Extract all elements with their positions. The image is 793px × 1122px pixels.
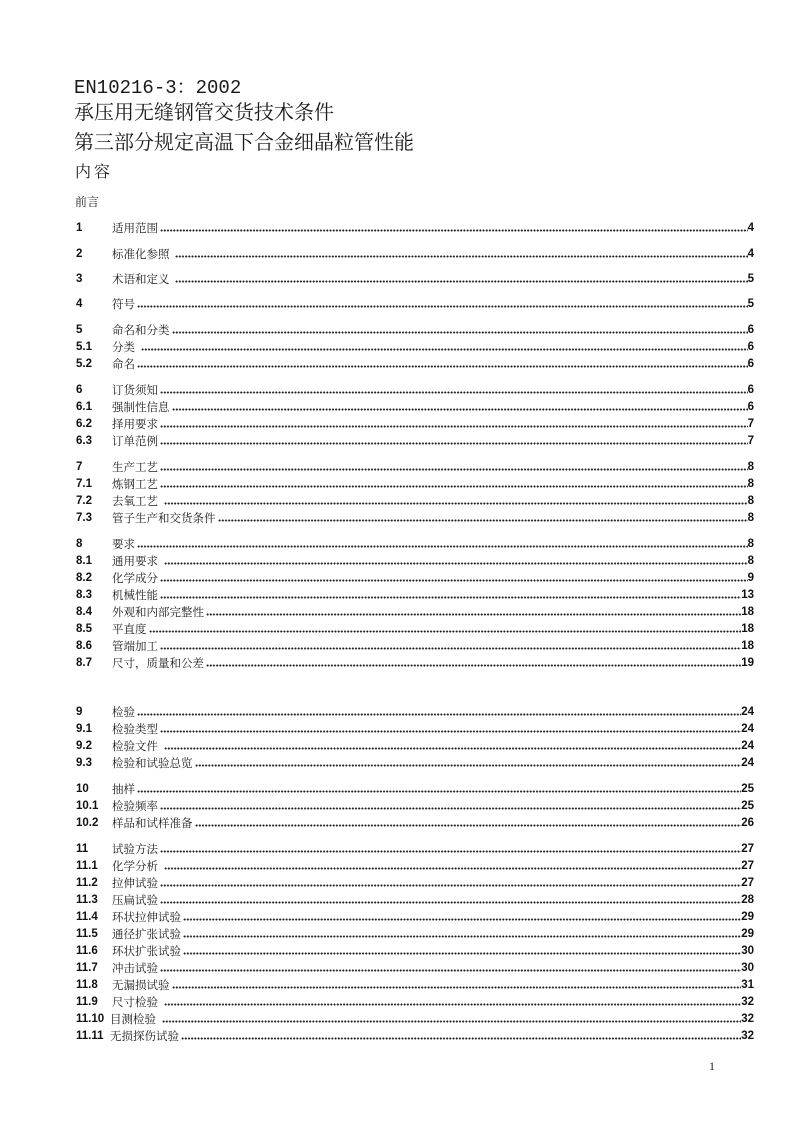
- toc-entry-page: 5: [747, 273, 754, 285]
- toc-entry[interactable]: [76, 219, 754, 235]
- toc-dot-leader: [160, 596, 741, 599]
- toc-entry-title: 检验类型: [112, 722, 158, 736]
- toc-entry-page: 30: [741, 945, 754, 957]
- toc-entry-number: 9: [76, 706, 83, 718]
- toc-dot-leader: [175, 255, 747, 258]
- toc-entry-page: 5: [747, 298, 754, 310]
- toc-dot-leader: [160, 884, 741, 887]
- toc-entry[interactable]: [76, 959, 754, 975]
- toc-entry-number: 5.1: [76, 341, 92, 353]
- toc-entry-page: 25: [741, 800, 754, 812]
- toc-entry-page: 26: [741, 817, 754, 829]
- toc-entry-page: 24: [741, 757, 754, 769]
- toc-entry-number: 8.1: [76, 555, 92, 567]
- toc-entry[interactable]: [76, 720, 754, 736]
- toc-entry[interactable]: [76, 603, 754, 619]
- toc-entry-title: 样品和试样准备: [112, 816, 193, 830]
- toc-entry-page: 8: [747, 538, 754, 550]
- toc-entry-title: 通径扩张试验: [112, 927, 181, 941]
- toc-entry-title: 尺寸，质量和公差: [112, 656, 204, 670]
- toc-dot-leader: [137, 790, 741, 793]
- toc-entry[interactable]: [76, 1010, 754, 1026]
- toc-entry[interactable]: [76, 552, 754, 568]
- toc-entry-title: 要求: [112, 537, 135, 551]
- toc-entry[interactable]: [76, 569, 754, 585]
- toc-entry-number: 11.6: [76, 945, 98, 957]
- toc-entry-page: 32: [741, 1013, 754, 1025]
- toc-entry[interactable]: [76, 874, 754, 890]
- toc-entry-title: 命名: [112, 357, 135, 371]
- toc-entry-title: 冲击试验: [112, 961, 158, 975]
- toc-entry[interactable]: [76, 737, 754, 753]
- toc-entry-page: 25: [741, 783, 754, 795]
- toc-entry-title: 命名和分类: [112, 323, 170, 337]
- toc-entry[interactable]: [76, 814, 754, 830]
- toc-entry-number: 6: [76, 384, 83, 396]
- toc-entry[interactable]: [76, 270, 754, 286]
- toc-dot-leader: [164, 867, 742, 870]
- document-subtitle: 第三部分规定高温下合金细晶粒管性能: [74, 130, 414, 154]
- toc-entry-title: 检验频率: [112, 799, 158, 813]
- toc-dot-leader: [160, 468, 748, 471]
- toc-entry-number: 2: [76, 248, 83, 260]
- toc-entry[interactable]: [76, 857, 754, 873]
- toc-entry[interactable]: [76, 415, 754, 431]
- toc-dot-leader: [160, 391, 748, 394]
- toc-entry-page: 7: [747, 418, 754, 430]
- toc-entry-page: 8: [747, 512, 754, 524]
- toc-entry-title: 去氧工艺: [112, 494, 162, 508]
- toc-entry[interactable]: [76, 1027, 754, 1043]
- toc-entry-page: 29: [741, 928, 754, 940]
- toc-entry-page: 8: [747, 461, 754, 473]
- toc-entry-title: 压扁试验: [112, 893, 158, 907]
- contents-heading: 内容: [75, 162, 114, 181]
- toc-entry-number: 6.3: [76, 435, 92, 447]
- toc-entry-title: 生产工艺: [112, 460, 158, 474]
- toc-entry-page: 13: [741, 589, 754, 601]
- toc-entry[interactable]: [76, 355, 754, 371]
- toc-dot-leader: [172, 331, 748, 334]
- toc-dot-leader: [160, 901, 741, 904]
- toc-entry[interactable]: [76, 620, 754, 636]
- toc-entry-title: 平直度: [112, 622, 147, 636]
- toc-entry-page: 8: [747, 555, 754, 567]
- toc-entry[interactable]: [76, 637, 754, 653]
- toc-dot-leader: [195, 764, 742, 767]
- toc-entry[interactable]: [76, 925, 754, 941]
- toc-entry-title: 目测检验: [110, 1012, 160, 1026]
- toc-entry-title: 订单范例: [112, 434, 158, 448]
- toc-entry-number: 6.2: [76, 418, 92, 430]
- toc-entry[interactable]: [76, 586, 754, 602]
- toc-dot-leader: [149, 630, 742, 633]
- toc-entry-page: 9: [747, 572, 754, 584]
- standard-code: EN10216-3：2002: [74, 77, 242, 99]
- toc-entry-number: 11.8: [76, 979, 98, 991]
- toc-entry-number: 6.1: [76, 401, 92, 413]
- toc-entry[interactable]: [76, 432, 754, 448]
- toc-entry-page: 6: [747, 341, 754, 353]
- toc-entry-title: 适用范围: [112, 221, 158, 235]
- toc-entry-page: 32: [741, 996, 754, 1008]
- toc-dot-leader: [137, 305, 748, 308]
- toc-entry-title: 机械性能: [112, 588, 158, 602]
- toc-entry[interactable]: [76, 703, 754, 719]
- toc-entry[interactable]: [76, 321, 754, 337]
- toc-dot-leader: [160, 425, 748, 428]
- toc-entry-number: 11.9: [76, 996, 98, 1008]
- toc-dot-leader: [162, 1020, 742, 1023]
- toc-dot-leader: [183, 918, 741, 921]
- toc-entry-page: 24: [741, 723, 754, 735]
- toc-entry-number: 9.1: [76, 723, 92, 735]
- toc-entry-title: 环状扩张试验: [112, 944, 181, 958]
- toc-entry-page: 27: [741, 877, 754, 889]
- toc-entry-page: 18: [741, 623, 754, 635]
- toc-entry[interactable]: [76, 891, 754, 907]
- toc-entry-page: 8: [747, 495, 754, 507]
- toc-dot-leader: [164, 562, 748, 565]
- toc-dot-leader: [206, 664, 741, 667]
- toc-entry-title: 尺寸检验: [112, 995, 162, 1009]
- toc-entry-title: 炼钢工艺: [112, 477, 158, 491]
- toc-entry[interactable]: [76, 381, 754, 397]
- toc-entry-number: 8.5: [76, 623, 92, 635]
- toc-entry-title: 强制性信息: [112, 400, 170, 414]
- toc-entry-title: 检验和试验总览: [112, 756, 193, 770]
- toc-entry-number: 7.2: [76, 495, 92, 507]
- toc-entry-title: 环状拉伸试验: [112, 910, 181, 924]
- toc-entry-page: 6: [747, 384, 754, 396]
- toc-dot-leader: [183, 935, 741, 938]
- toc-entry[interactable]: [76, 780, 754, 796]
- toc-entry-number: 9.3: [76, 757, 92, 769]
- toc-entry-number: 7.1: [76, 478, 92, 490]
- toc-dot-leader: [218, 519, 748, 522]
- toc-entry-page: 24: [741, 740, 754, 752]
- toc-entry-number: 11.5: [76, 928, 98, 940]
- toc-entry-number: 8.2: [76, 572, 92, 584]
- toc-entry-number: 7: [76, 461, 83, 473]
- toc-dot-leader: [160, 850, 741, 853]
- toc-entry[interactable]: [76, 458, 754, 474]
- toc-entry-page: 6: [747, 401, 754, 413]
- toc-entry[interactable]: [76, 840, 754, 856]
- toc-entry-title: 管子生产和交货条件: [112, 511, 216, 525]
- toc-entry[interactable]: [76, 475, 754, 491]
- toc-entry[interactable]: [76, 908, 754, 924]
- toc-entry-page: 31: [741, 979, 754, 991]
- toc-entry-page: 6: [747, 324, 754, 336]
- toc-entry-page: 28: [741, 894, 754, 906]
- toc-entry-title: 拉伸试验: [112, 876, 158, 890]
- toc-dot-leader: [195, 824, 742, 827]
- toc-entry-title: 通用要求: [112, 554, 162, 568]
- toc-entry[interactable]: [76, 942, 754, 958]
- toc-entry-page: 7: [747, 435, 754, 447]
- toc-entry-page: 19: [741, 657, 754, 669]
- toc-entry-number: 8.7: [76, 657, 92, 669]
- toc-entry-number: 11.10: [76, 1013, 105, 1025]
- toc-entry-title: 符号: [112, 297, 135, 311]
- toc-entry-title: 术语和定义: [112, 272, 174, 286]
- toc-entry-number: 5.2: [76, 358, 92, 370]
- document-title: 承压用无缝钢管交货技术条件: [74, 100, 334, 124]
- toc-entry-title: 检验: [112, 705, 135, 719]
- toc-dot-leader: [160, 579, 748, 582]
- toc-entry-number: 11: [76, 843, 89, 855]
- toc-entry-number: 10.1: [76, 800, 99, 812]
- toc-entry-number: 8: [76, 538, 83, 550]
- toc-entry-page: 29: [741, 911, 754, 923]
- toc-entry[interactable]: [76, 509, 754, 525]
- toc-entry[interactable]: [76, 993, 754, 1009]
- toc-entry[interactable]: [76, 398, 754, 414]
- toc-entry-page: 27: [741, 860, 754, 872]
- toc-dot-leader: [172, 408, 748, 411]
- toc-entry[interactable]: [76, 492, 754, 508]
- toc-entry-page: 6: [747, 358, 754, 370]
- toc-entry-number: 10.2: [76, 817, 99, 829]
- toc-dot-leader: [137, 713, 741, 716]
- toc-entry-title: 无漏损试验: [112, 978, 170, 992]
- toc-entry-number: 11.4: [76, 911, 98, 923]
- toc-entry[interactable]: [76, 654, 754, 670]
- toc-entry-title: 试验方法: [112, 842, 158, 856]
- toc-entry[interactable]: [76, 976, 754, 992]
- toc-dot-leader: [172, 986, 742, 989]
- toc-entry-number: 11.7: [76, 962, 98, 974]
- toc-dot-leader: [160, 730, 741, 733]
- toc-entry-title: 标准化参照: [112, 247, 174, 261]
- toc-dot-leader: [137, 365, 748, 368]
- toc-entry-number: 11.11: [76, 1030, 104, 1042]
- toc-entry-title: 化学成分: [112, 571, 158, 585]
- toc-entry-number: 5: [76, 324, 83, 336]
- toc-entry-number: 4: [76, 298, 83, 310]
- toc-entry-number: 9.2: [76, 740, 92, 752]
- toc-entry-title: 抽样: [112, 782, 135, 796]
- toc-entry-title: 无损探伤试验: [110, 1029, 179, 1043]
- toc-dot-leader: [206, 613, 741, 616]
- toc-dot-leader: [160, 442, 748, 445]
- toc-entry-page: 32: [741, 1030, 754, 1042]
- toc-dot-leader: [164, 747, 742, 750]
- toc-entry-page: 18: [741, 640, 754, 652]
- toc-entry[interactable]: [76, 797, 754, 813]
- toc-entry-number: 8.3: [76, 589, 92, 601]
- toc-entry-number: 3: [76, 273, 83, 285]
- toc-entry-number: 11.2: [76, 877, 98, 889]
- toc-entry[interactable]: [76, 535, 754, 551]
- toc-dot-leader: [164, 1003, 742, 1006]
- toc-entry-number: 11.1: [76, 860, 98, 872]
- toc-entry-title: 订货须知: [112, 383, 158, 397]
- toc-entry-number: 8.4: [76, 606, 92, 618]
- toc-entry-title: 外观和内部完整性: [112, 605, 204, 619]
- toc-dot-leader: [160, 485, 748, 488]
- toc-entry-number: 10: [76, 783, 89, 795]
- toc-entry[interactable]: [76, 245, 754, 261]
- toc-entry-page: 27: [741, 843, 754, 855]
- toc-entry-number: 8.6: [76, 640, 92, 652]
- toc-dot-leader: [175, 280, 747, 283]
- toc-preface-entry[interactable]: 前言: [75, 195, 100, 209]
- toc-entry-page: 8: [747, 478, 754, 490]
- toc-entry-title: 管端加工: [112, 639, 158, 653]
- toc-entry[interactable]: [76, 754, 754, 770]
- toc-dot-leader: [141, 348, 748, 351]
- toc-entry-page: 24: [741, 706, 754, 718]
- toc-entry-page: 30: [741, 962, 754, 974]
- toc-entry-title: 择用要求: [112, 417, 158, 431]
- toc-dot-leader: [181, 1037, 741, 1040]
- page-number: 1: [709, 1059, 715, 1073]
- toc-dot-leader: [160, 969, 741, 972]
- toc-entry-title: 检验文件: [112, 739, 162, 753]
- toc-dot-leader: [137, 545, 748, 548]
- toc-dot-leader: [160, 229, 748, 232]
- toc-dot-leader: [183, 952, 741, 955]
- toc-entry-number: 7.3: [76, 512, 92, 524]
- toc-entry[interactable]: [76, 295, 754, 311]
- toc-dot-leader: [160, 647, 741, 650]
- toc-dot-leader: [160, 807, 741, 810]
- toc-entry-title: 分类: [112, 340, 139, 354]
- toc-entry[interactable]: [76, 338, 754, 354]
- toc-dot-leader: [164, 502, 748, 505]
- toc-entry-page: 4: [747, 248, 754, 260]
- toc-entry-page: 18: [741, 606, 754, 618]
- toc-entry-title: 化学分析: [112, 859, 162, 873]
- toc-entry-number: 1: [76, 222, 83, 234]
- toc-entry-number: 11.3: [76, 894, 98, 906]
- toc-entry-page: 4: [747, 222, 754, 234]
